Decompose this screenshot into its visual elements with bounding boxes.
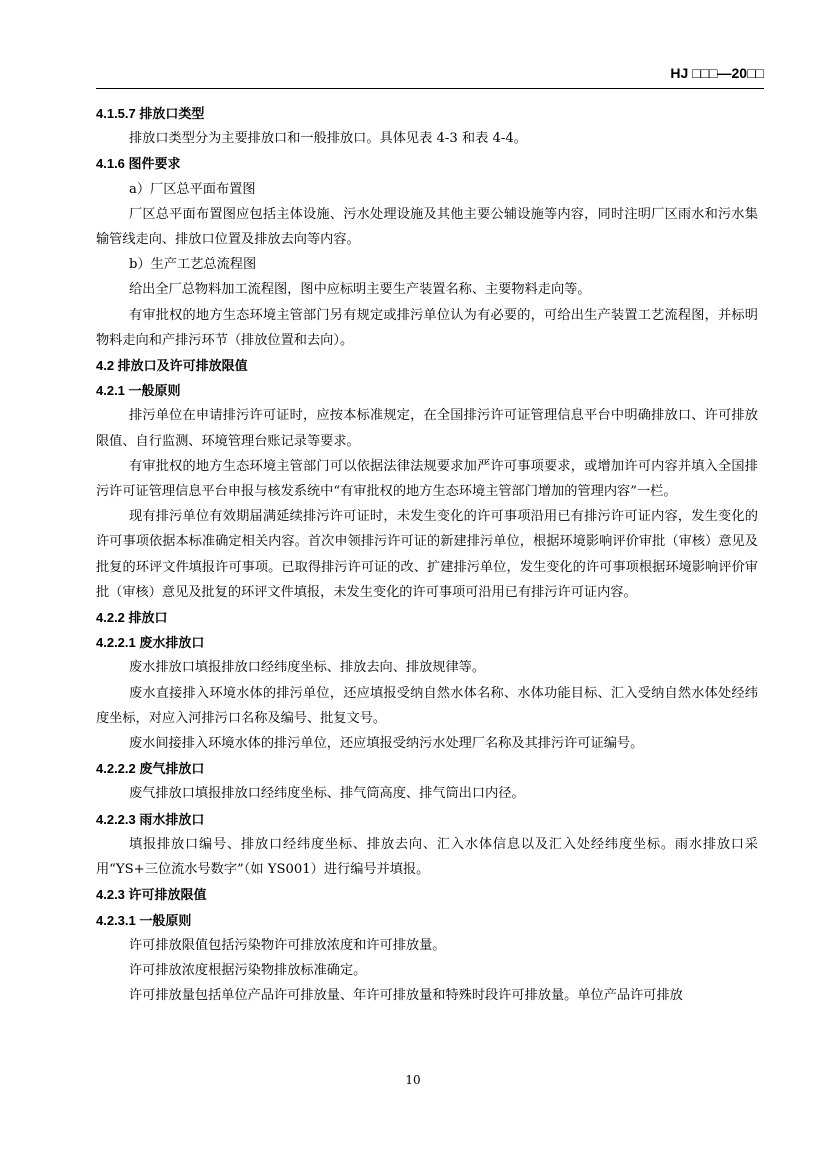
- paragraph: 厂区总平面布置图应包括主体设施、污水处理设施及其他主要公辅设施等内容，同时注明厂区雨水和污水集输管线走向、排放口位置及排放去向等内容。: [96, 206, 758, 248]
- section-heading-4-2-2-1: 4.2.2.1 废水排放口: [96, 635, 205, 651]
- paragraph: 现有排污单位有效期届满延续排污许可证时，未发生变化的许可事项沿用已有排污许可证内容，发生变化的许可事项依据本标准确定相关内容。首次申领排污许可证的新建排污单位，根据环境影响评价审批（审核）意见及批复的环评文件填报许可事项。已取得排污许可证的改、扩建排污单位，发生变化的许可事项根据环境影响评价审批（审核）意见及批复的环评文件填报，未发生变化的许可事项可沿用已有排污许可证内容。: [96, 509, 758, 600]
- paragraph: 许可排放浓度根据污染物排放标准确定。: [129, 962, 367, 978]
- document-code-header: HJ □□□—20□□: [670, 65, 764, 81]
- paragraph: 许可排放量包括单位产品许可排放量、年许可排放量和特殊时段许可排放量。单位产品许可排放: [129, 988, 683, 1004]
- list-item-a: a）厂区总平面布置图: [129, 181, 256, 197]
- section-heading-4-2-1: 4.2.1 一般原则: [96, 383, 181, 399]
- paragraph: 废气排放口填报排放口经纬度坐标、排气筒高度、排气筒出口内径。: [129, 786, 525, 802]
- list-item-b: b）生产工艺总流程图: [129, 257, 257, 273]
- section-heading-4-2-3-1: 4.2.3.1 一般原则: [96, 912, 192, 928]
- paragraph: 排放口类型分为主要排放口和一般排放口。具体见表 4-3 和表 4-4。: [129, 131, 527, 147]
- header-divider: [96, 88, 764, 89]
- document-body: [96, 101, 758, 1008]
- paragraph: 填报排放口编号、排放口经纬度坐标、排放去向、汇入水体信息以及汇入处经纬度坐标。雨水排放口采用“YS+三位流水号数字”（如 YS001）进行编号并填报。: [96, 836, 758, 878]
- section-heading-4-1-6: 4.1.6 图件要求: [96, 156, 181, 172]
- section-heading-4-2: 4.2 排放口及许可排放限值: [96, 358, 248, 374]
- paragraph: 有审批权的地方生态环境主管部门可以依据法律法规要求加严许可事项要求，或增加许可内容并填入全国排污许可证管理信息平台申报与核发系统中“有审批权的地方生态环境主管部门增加的管理内容”一栏。: [96, 458, 758, 500]
- section-heading-4-2-2: 4.2.2 排放口: [96, 610, 168, 626]
- section-heading-4-1-5-7: 4.1.5.7 排放口类型: [96, 106, 205, 121]
- section-heading-4-2-2-3: 4.2.2.3 雨水排放口: [96, 811, 205, 827]
- paragraph: 许可排放限值包括污染物许可排放浓度和许可排放量。: [129, 937, 446, 953]
- paragraph: 废水排放口填报排放口经纬度坐标、排放去向、排放规律等。: [129, 660, 486, 676]
- paragraph: 废水直接排入环境水体的排污单位，还应填报受纳自然水体名称、水体功能目标、汇入受纳自然水体处经纬度坐标，对应入河排污口名称及编号、批复文号。: [96, 685, 758, 726]
- paragraph: 排污单位在申请排污许可证时，应按本标准规定，在全国排污许可证管理信息平台中明确排放口、许可排放限值、自行监测、环境管理台账记录等要求。: [96, 408, 758, 449]
- paragraph: 废水间接排入环境水体的排污单位，还应填报受纳污水处理厂名称及其排污许可证编号。: [129, 736, 644, 752]
- section-heading-4-2-3: 4.2.3 许可排放限值: [96, 887, 207, 903]
- paragraph: 给出全厂总物料加工流程图，图中应标明主要生产装置名称、主要物料走向等。: [129, 282, 591, 298]
- page-number: 10: [405, 1073, 421, 1087]
- section-heading-4-2-2-2: 4.2.2.2 废气排放口: [96, 761, 205, 777]
- paragraph: 有审批权的地方生态环境主管部门另有规定或排污单位认为有必要的，可给出生产装置工艺流程图，并标明物料走向和产排污环节（排放位置和去向）。: [96, 307, 758, 348]
